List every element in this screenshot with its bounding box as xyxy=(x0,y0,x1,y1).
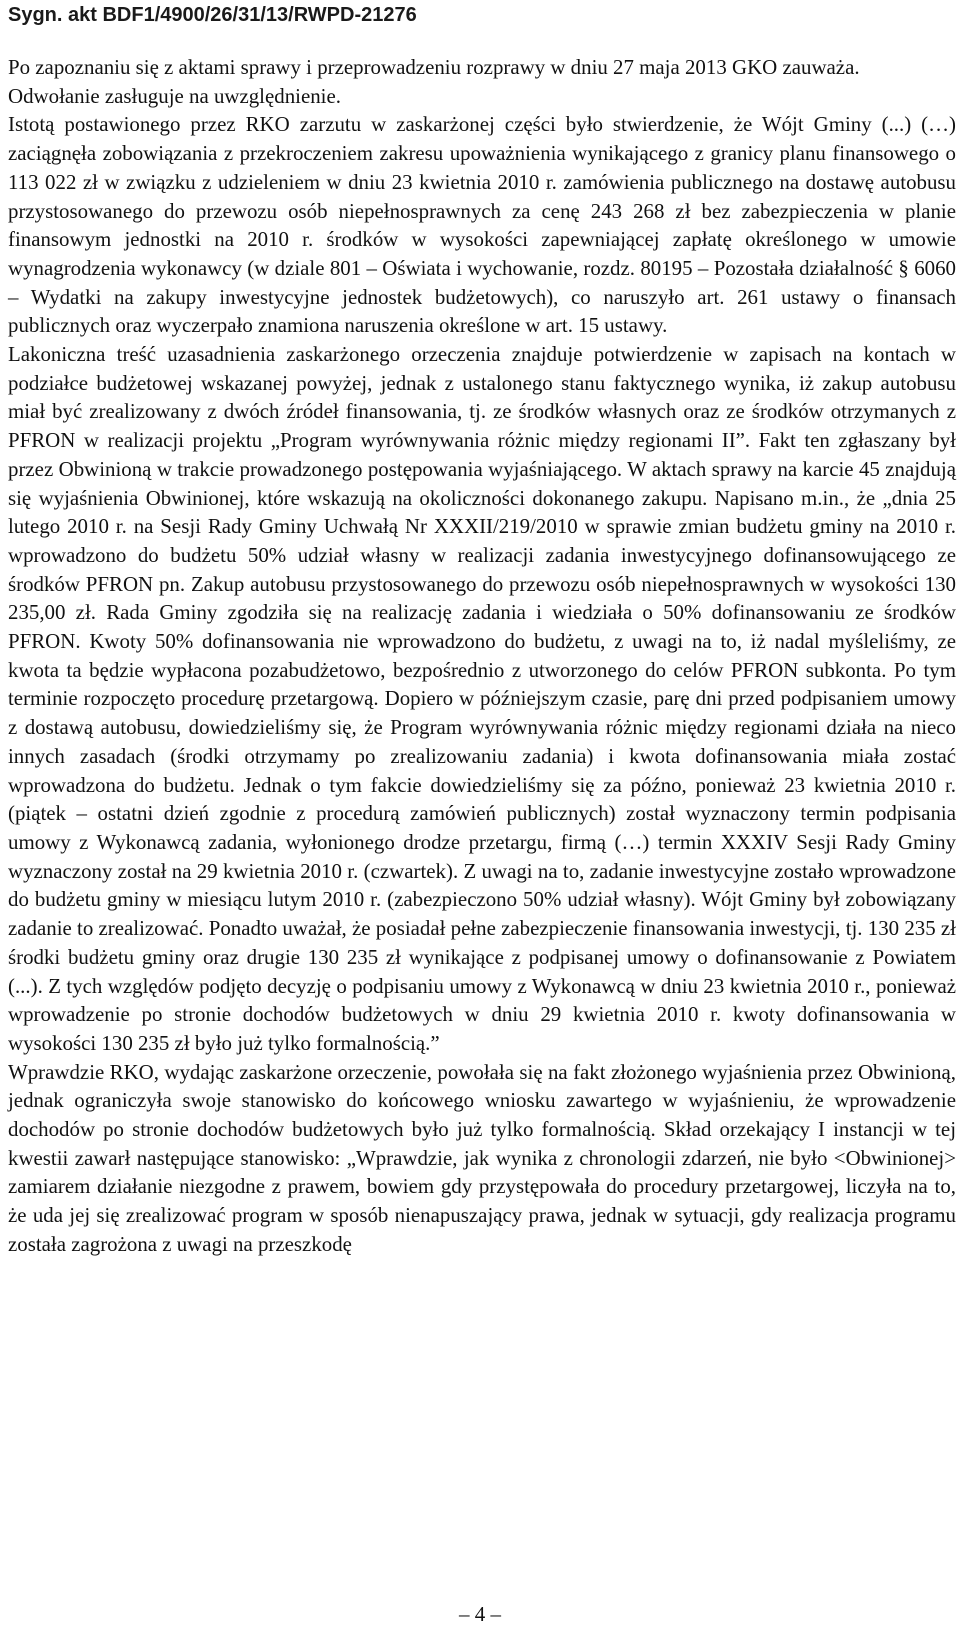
paragraph-appeal-granted: Odwołanie zasługuje na uwzględnienie. xyxy=(8,83,341,108)
paragraph-intro: Po zapoznaniu się z aktami sprawy i przeprowadzeniu rozprawy w dniu 27 maja 2013 GKO zauważa. xyxy=(8,55,860,79)
case-signature: Sygn. akt BDF1/4900/26/31/13/RWPD-21276 xyxy=(8,4,417,26)
document-body xyxy=(8,53,956,1259)
paragraph-justification: Lakoniczna treść uzasadnienia zaskarżonego orzeczenia znajduje potwierdzenie w zapisach na kontach w podziałce budżetowej wskazanej powyżej, jednak z ustalonego stanu faktycznego wynika, iż zakup autobusu miał być zrealizowany z dwóch źródeł finansowania, tj. ze środków własnych oraz ze środków otrzymanych z PFRON w realizacji projektu „Program wyrównywania różnic między regionami II”. Fakt ten zgłaszany był przez Obwinioną w trakcie prowadzonego postępowania wyjaśniającego. W aktach sprawy na karcie 45 znajdują się wyjaśnienia Obwinionej, które wskazują na okoliczności dokonanego zakupu. Napisano m.in., że „dnia 25 lutego 2010 r. na Sesji Rady Gminy Uchwałą Nr XXXII/219/2010 w sprawie zmian budżetu gminy na 2010 r. wprowadzono do budżetu 50% udział własny w realizacji zadania inwestycyjnego dofinansowującego ze środków PFRON pn. Zakup autobusu przystosowanego do przewozu osób niepełnosprawnych w wysokości 130 235,00 zł. Rada Gminy zgodziła się na realizację zadania i wiedziała o 50% dofinansowaniu ze środków PFRON. Kwoty 50% dofinansowania nie wprowadzono do budżetu, z uwagi na to, iż nadal myśleliśmy, ze kwota ta będzie wypłacona pozabudżetowo, bezpośrednio z utworzonego do celów PFRON subkonta. Po tym terminie rozpoczęto procedurę przetargową. Dopiero w późniejszym czasie, parę dni przed podpisaniem umowy z dostawą autobusu, dowiedzieliśmy się, że Program wyrównywania różnic między regionami działa na nieco innych zasadach (środki otrzymamy po zrealizowaniu zadania) i kwota dofinansowania miała zostać wprowadzona do budżetu. Jednak o tym fakcie dowiedzieliśmy się za późno, ponieważ 23 kwietnia 2010 r. (piątek – ostatni dzień zgodnie z procedurą zamówień publicznych) został wyznaczony termin podpisania umowy z Wykonawcą zadania, wyłonionego drodze przetargu, firmą (…) termin XXXIV Sesji Rady Gminy wyznaczony został na 29 kwietnia 2010 r. (czwartek). Z uwagi na to, zadanie inwestycyjne zostało wprowadzone do budżetu gminy w miesiącu lutym 2010 r. (zabezpieczono 50% udział własny). Wójt Gminy był zobowiązany zadanie to zrealizować. Ponadto uważał, że posiadał pełne zabezpieczenie finansowania inwestycji, tj. 130 235 zł środki budżetu gminy oraz drugie 130 235 zł wynikające z podpisanej umowy o dofinansowanie z Powiatem (...). Z tych względów podjęto decyzję o podpisaniu umowy z Wykonawcą w dniu 23 kwietnia 2010 r., ponieważ wprowadzenie po stronie dochodów budżetowych w dniu 29 kwietnia 2010 r. kwoty dofinansowania w wysokości 130 235 zł było już tylko formalnością.” xyxy=(8,342,956,1055)
page-number: – 4 – xyxy=(459,1602,501,1626)
paragraph-rko-position: Wprawdzie RKO, wydając zaskarżone orzeczenie, powołała się na fakt złożonego wyjaśnienia przez Obwinioną, jednak ograniczyła swoje stanowisko do końcowego wniosku zawartego w wyjaśnieniu, że wprowadzenie dochodów po stronie dochodów budżetowych było już tylko formalnością. Skład orzekający I instancji w tej kwestii zawarł następujące stanowisko: „Wprawdzie, jak wynika z chronologii zdarzeń, nie było <Obwinionej> zamiarem działanie niezgodne z prawem, bowiem gdy przystępowała do procedury przetargowej, liczyła na to, że uda jej się zrealizować program w sposób nienapuszający prawa, jednak w sytuacji, gdy realizacja programu została zagrożona z uwagi na przeszkodę xyxy=(8,1059,956,1256)
paragraph-charge: Istotą postawionego przez RKO zarzutu w zaskarżonej części było stwierdzenie, że Wójt Gminy (...) (…) zaciągnęła zobowiązania z przekroczeniem zakresu upoważnienia wynikającego z granicy planu finansowego o 113 022 zł w związku z udzieleniem w dniu 23 kwietnia 2010 r. zamówienia publicznego na dostawę autobusu przystosowanego do przewozu osób niepełnosprawnych za cenę 243 268 zł bez zabezpieczenia w planie finansowym jednostki na 2010 r. środków w wysokości zapewniającej zapłatę określonego w umowie wynagrodzenia wykonawcy (w dziale 801 – Oświata i wychowanie, rozdz. 80195 – Pozostała działalność § 6060 – Wydatki na zakupy inwestycyjne jednostek budżetowych), co naruszyło art. 261 ustawy o finansach publicznych oraz wyczerpało znamiona naruszenia określone w art. 15 ustawy. xyxy=(8,112,956,338)
